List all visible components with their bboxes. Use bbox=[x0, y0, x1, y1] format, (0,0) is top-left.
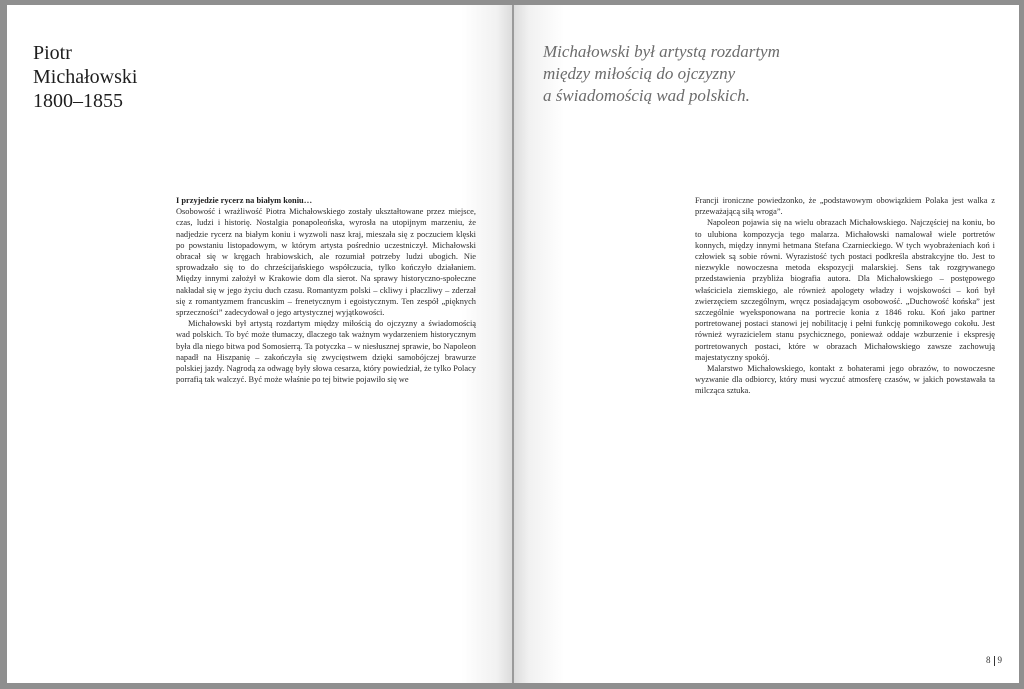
body-paragraph: Napoleon pojawia się na wielu obrazach Michałowskiego. Najczęściej na koniu, bo to ulubiona kompozycja tego malarza. Michałowski namalował wiele portretów konnych, między innymi hetmana Stefana Czarnieckiego. W tych wyobrażeniach koń i człowiek są sobie równi. Wyrazistość tych postaci podkreśla abstrakcyjne tło. Jest to niezwykle nowoczesna metoda ekspozycji malarskiej. Sens tak rozgrywanego przedstawienia przybliża biografia autora. Dla Michałowskiego – postępowego właściciela ziemskiego, ale również apologety władzy i wojskowości – koń był zwierzęciem szczególnym, wręcz posiadającym osobowość. „Duchowość końska” jest szczególnie wyeksponowana na portrecie konia z 1846 roku. Koń jako partner portretowanej postaci stanowi jej nobilitację i pełni funkcję pomnikowego cokołu. Jest również wyrazicielem stanu psychicznego, ponieważ oddaje wzburzenie i ekspresję portretowanych postaci, które w obrazach Michałowskiego zawsze zachowują majestatyczny spokój. bbox=[695, 218, 995, 362]
left-page bbox=[7, 5, 512, 683]
page-number-right: 9 bbox=[997, 655, 1002, 666]
left-text-column bbox=[176, 195, 476, 385]
section-subheading: I przyjedzie rycerz na białym koniu… bbox=[176, 196, 313, 205]
book-spread bbox=[7, 5, 1019, 683]
body-paragraph: Michałowski był artystą rozdartym między miłością do ojczyzny a świadomością wad polskich. To być może tłumaczy, dlaczego tak ważnym wydarzeniem historycznym była dla niego bitwa pod Somosierrą. Ta potyczka – w niesłusznej sprawie, bo Napoleon napadł na Hiszpanię – zakończyła się zwycięstwem dzięki samobójczej brawurze polskiej jazdy. Nagrodą za odwagę były słowa cesarza, który powiedział, że tylko Polacy porrafią tak walczyć. Być może właśnie po tej bitwie pojawiło się we bbox=[176, 319, 476, 385]
folio-separator bbox=[994, 656, 995, 666]
pull-quote bbox=[543, 41, 963, 107]
title-line: Michałowski bbox=[33, 66, 138, 88]
right-page bbox=[514, 5, 1019, 683]
pull-quote-line: Michałowski był artystą rozdartym bbox=[543, 42, 780, 61]
body-paragraph: Francji ironiczne powiedzonko, że „podstawowym obowiązkiem Polaka jest walka z przeważającą siłą wroga”. bbox=[695, 196, 995, 217]
pull-quote-line: między miłością do ojczyzny bbox=[543, 64, 736, 83]
pull-quote-line: a świadomością wad polskich. bbox=[543, 86, 750, 105]
body-paragraph: Osobowość i wrażliwość Piotra Michałowskiego zostały ukształtowane przez miejsce, czas, ludzi i historię. Nostalgia ponapoleońska, wyrosła na utopijnym marzeniu, że nadjedzie rycerz na białym koniu i wyzwoli nasz kraj, mieszała się z poczuciem klęski po powstaniu listopadowym, w którym artysta pośrednio uczestniczył. Michałowski obracał się w kręgach hrabiowskich, ale rozumiał potrzeby ludzi ubogich. Nie sprowadzało się to do chrześcijańskiego współczucia, tylko kończyło działaniem. Między innymi założył w Krakowie dom dla sierot. Na sprawy historyczno-społeczne nakładał się w jego życiu duch czasu. Romantyzm polski – ckliwy i płaczliwy – zderzał się z romantyzmem francuskim – frenetycznym i egoistycznym. Ten zespół „pięknych sprzeczności” zadecydował o jego artystycznej wyjątkowości. bbox=[176, 207, 476, 318]
page-numbers bbox=[986, 655, 1002, 666]
title-dates: 1800–1855 bbox=[33, 90, 123, 112]
page-number-left: 8 bbox=[986, 655, 991, 666]
right-text-column bbox=[695, 195, 995, 397]
article-title bbox=[33, 41, 137, 113]
body-paragraph: Malarstwo Michałowskiego, kontakt z bohaterami jego obrazów, to nowoczesne wyzwanie dla odbiorcy, który musi wyczuć atmosferę czasów, w jakich powstawała ta milcząca sztuka. bbox=[695, 364, 995, 396]
title-line: Piotr bbox=[33, 42, 72, 64]
